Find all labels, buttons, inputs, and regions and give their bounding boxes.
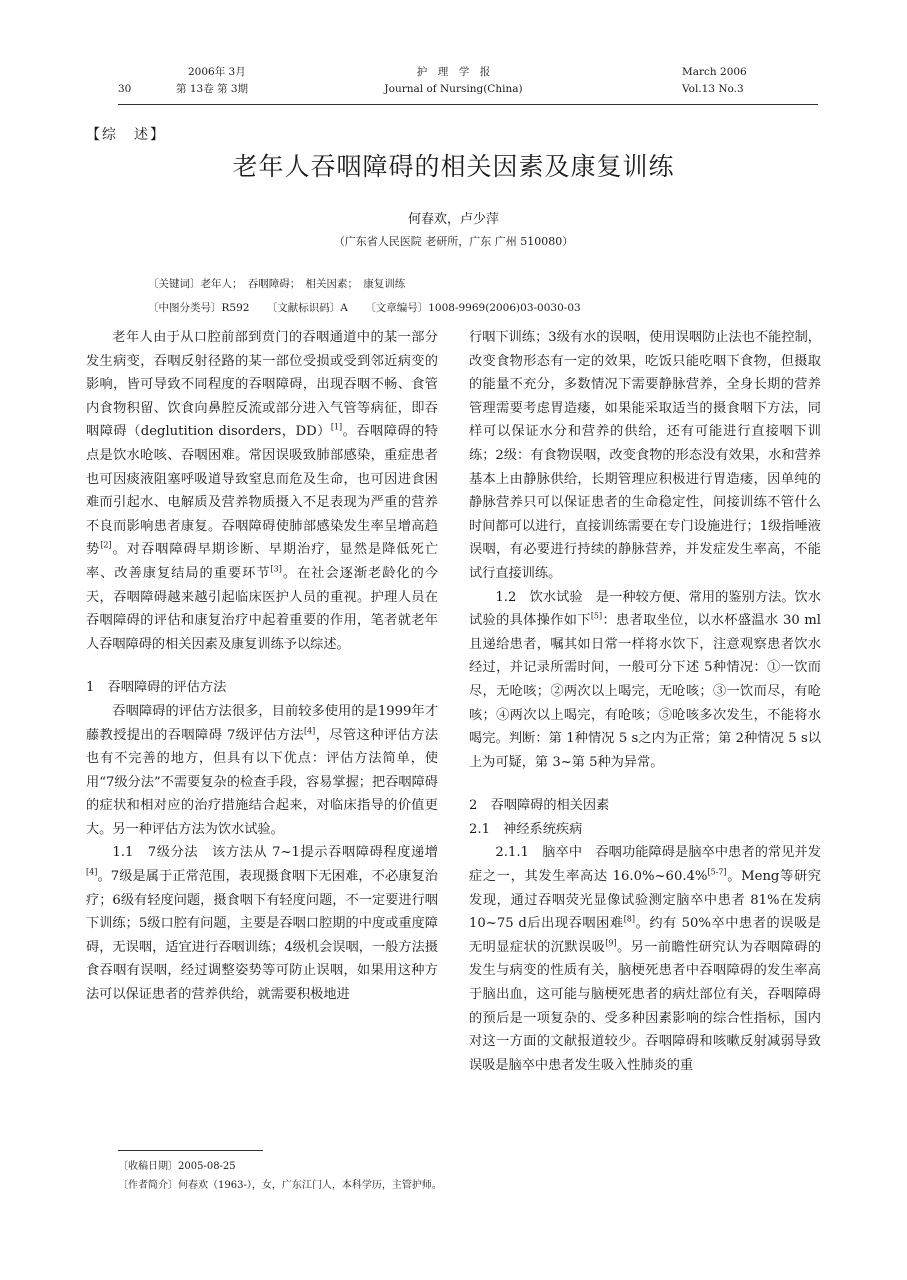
body-paragraph <box>86 326 438 656</box>
paragraph-text: 。另一前瞻性研究认为吞咽障碍的发生与病变的性质有关，脑梗死患者中吞咽障碍的发生率高于脑出血，这可能与脑梗死患者的病灶部位有关，吞咽障碍的预后是一项复杂的、受多种因素影响的综合性指标，国内对这一方面的文献报道较少。吞咽障碍和咳嗽反射减弱导致误吸是脑卒中患者发生吸入性肺炎的重 <box>469 939 822 1073</box>
paragraph-text: ：患者取坐位，以水杯盛温水 30 ml且递给患者，嘱其如日常一样将水饮下，注意观察患者饮水经过，并记录所需时间，一般可分下述 5种情况：①一饮而尽，无呛咳；②两次以上喝完，无呛咳；③一饮而尽，有呛咳；④两次以上喝完，有呛咳；⑤呛咳多次发生，不能将水喝完。判断：第 1种情况 5 s之内为正常；第 2种情况 5 s以上为可疑，第 3~第 5种为异常。 <box>469 613 822 770</box>
keywords: 〔关键词〕老年人； 吞咽障碍； 相关因素； 康复训练 <box>148 278 406 290</box>
header-volume-en: Vol.13 No.3 <box>682 83 744 95</box>
body-column-right <box>469 326 821 1077</box>
running-header <box>0 64 907 104</box>
citation-ref: [5] <box>590 611 603 621</box>
article-number: 〔文章编号〕1008-9969(2006)03-0030-03 <box>365 302 581 314</box>
section-heading <box>469 794 821 818</box>
header-date-cn: 2006年 3月 <box>188 66 246 78</box>
article-title: 老年人吞咽障碍的相关因素及康复训练 <box>232 152 675 181</box>
section-heading <box>469 818 821 842</box>
paragraph-text: 。吞咽障碍的特点是饮水呛咳、吞咽困难。常因误吸致肺部感染，重症患者也可因痰液阻塞呼吸道导致窒息而危及生命，也可因进食困难而引起水、电解质及营养物质摄入不足表现为严重的营养不良而影响患者康复。吞咽障碍使肺部感染发生率呈增高趋势 <box>86 424 438 558</box>
paragraph-text: 1.1 7级分法 该方法从 7~1提示吞咽障碍程度递增 <box>112 845 438 861</box>
header-rule <box>118 104 818 105</box>
author-affiliation: （广东省人民医院 老研所，广东 广州 510080） <box>333 235 574 248</box>
body-paragraph <box>86 841 438 1006</box>
paragraph-text: 吞咽障碍的评估方法很多，目前较多使用的是1999年才藤教授提出的吞咽障碍 7级评估方法 <box>86 703 438 743</box>
citation-ref: [4] <box>303 726 316 736</box>
header-journal-cn: 护 理 学 报 <box>416 66 491 78</box>
paragraph-text: 。7级是属于正常范围，表现摄食咽下无困难，不必康复治疗；6级有轻度问题，摄食咽下有轻度问题，不一定要进行咽下训练；5级口腔有问题，主要是吞咽口腔期的中度或重度障碍，无误咽，适宜进行吞咽训练；4级机会误咽，一般方法摄食吞咽有误咽，经过调整姿势等可防止误咽，如果用这种方法可以保证患者的营养供给，就需要积极地进 <box>86 869 438 1003</box>
paragraph-text: 1 吞咽障碍的评估方法 <box>86 680 227 696</box>
article-authors: 何春欢，卢少萍 <box>407 212 499 227</box>
classification-line <box>148 300 595 315</box>
paragraph-text: 老年人由于从口腔前部到贲门的吞咽通道中的某一部分发生病变，吞咽反射径路的某一部位受损或受到邻近病变的影响，皆可导致不同程度的吞咽障碍，出现吞咽不畅、食管内食物积留、饮食向鼻腔反流或部分进入气管等病征，即吞咽障碍（deglutition disorders，DD） <box>86 330 438 440</box>
section-heading <box>86 676 438 700</box>
body-paragraph <box>469 586 821 775</box>
paragraph-text: ，尽管这种评估方法也有不完善的地方，但具有以下优点：评估方法简单，使用“7级分法”不需要复杂的检查手段，容易掌握；把吞咽障碍的症状和相对应的治疗措施结合起来，对临床指导的价值更大。另一种评估方法为饮水试验。 <box>86 727 439 837</box>
citation-ref: [8] <box>623 914 636 924</box>
paragraph-text: 行咽下训练；3级有水的误咽，使用误咽防止法也不能控制，改变食物形态有一定的效果，吃饭只能吃咽下食物，但摄取的能量不充分，多数情况下需要静脉营养，全身长期的营养管理需要考虑胃造瘘，如果能采取适当的摄食咽下方法，同样可以保证水分和营养的供给，还有可能进行直接咽下训练；2级：有食物误咽，改变食物的形态没有效果，水和营养基本上由静脉供给，长期管理应积极进行胃造瘘，因单纯的静脉营养只可以保证患者的生命稳定性，间接训练不管什么时间都可以进行，直接训练需要在专门设施进行；1级指唾液误咽，有必要进行持续的静脉营养，并发症发生率高，不能试行直接训练。 <box>469 330 821 581</box>
paragraph-text: 2.1 神经系统疾病 <box>469 821 583 837</box>
citation-ref: [3] <box>270 564 282 574</box>
paragraph-text: 。Meng等研究发现，通过吞咽荧光显像试验测定脑卒中患者 81%在发病 10~75 d后出现吞咽困难 <box>469 869 821 932</box>
page-number: 30 <box>118 83 132 95</box>
header-center <box>250 64 657 98</box>
body-column-left <box>86 326 438 1007</box>
body-paragraph <box>86 700 438 842</box>
paragraph-text: 。约有 50%卒中患者的误吸是无明显症状的沉默误吸 <box>469 916 821 955</box>
paragraph-text: 。对吞咽障碍早期诊断、早期治疗，显然是降低死亡率、改善康复结局的重要环节 <box>86 542 439 581</box>
body-paragraph <box>469 841 821 1077</box>
section-label: 【综 述】 <box>86 127 166 143</box>
footnote-rule <box>118 1150 263 1151</box>
citation-ref: [5-7] <box>707 867 727 877</box>
paragraph-text: 2.1.1 脑卒中 吞咽功能障碍是脑卒中患者的常见并发症之一，其发生率高达 16.0%~60.4% <box>469 845 821 885</box>
header-journal-en: Journal of Nursing(China) <box>384 83 523 95</box>
header-left <box>176 64 248 98</box>
citation-ref: [1] <box>330 422 343 432</box>
footnote-author-bio: 〔作者简介〕何春欢（1963-），女，广东江门人，本科学历，主管护师。 <box>118 1180 442 1191</box>
header-date-en: March 2006 <box>682 66 747 78</box>
paragraph-text: 2 吞咽障碍的相关因素 <box>469 798 610 814</box>
citation-ref: [4] <box>86 867 98 877</box>
document-code: 〔文献标识码〕A <box>266 302 348 314</box>
header-right <box>682 64 747 98</box>
paragraph-text: 。在社会逐渐老龄化的今天，吞咽障碍越来越引起临床医护人员的重视。护理人员在吞咽障碍的评估和康复治疗中起着重要的作用，笔者就老年人吞咽障碍的相关因素及康复训练予以综述。 <box>86 565 439 652</box>
clc-number: 〔中图分类号〕R592 <box>148 302 250 314</box>
footnote-received: 〔收稿日期〕2005-08-25 <box>118 1161 236 1172</box>
paragraph-text: 1.2 饮水试验 是一种较方便、常用的鉴别方法。饮水试验的具体操作如下 <box>469 589 821 629</box>
citation-ref: [2] <box>100 540 112 550</box>
body-paragraph <box>469 326 821 586</box>
header-volume-cn: 第 13卷 第 3期 <box>176 83 249 95</box>
citation-ref: [9] <box>605 938 617 948</box>
